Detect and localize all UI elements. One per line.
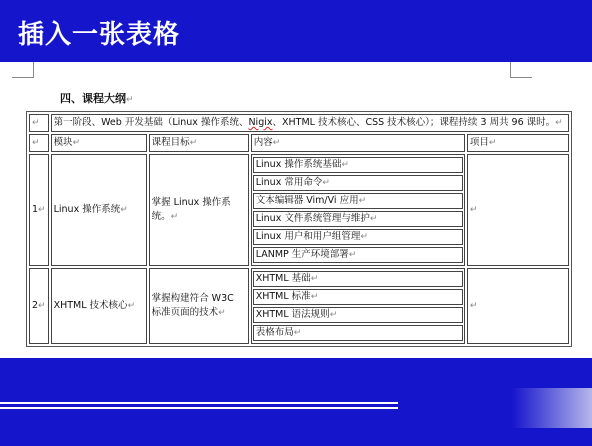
stage-text-prefix: 第一阶段、Web 开发基础（Linux 操作系统、 <box>53 117 249 128</box>
content-item-text: Linux 用户和用户组管理 <box>255 231 361 242</box>
header-project-text: 项目 <box>469 137 489 148</box>
bottom-bar <box>0 358 592 446</box>
stage-description <box>51 114 569 132</box>
content-item <box>253 289 463 305</box>
paragraph-mark: ↵ <box>310 292 319 302</box>
paragraph-mark: ↵ <box>272 138 281 148</box>
table-row <box>29 268 569 344</box>
content-item <box>253 247 463 263</box>
row-content <box>251 154 465 266</box>
paragraph-mark: ↵ <box>555 118 563 128</box>
content-item-text: Linux 文件系统管理与维护 <box>255 213 370 224</box>
decor-stripe <box>0 407 398 409</box>
decor-glow <box>512 388 592 428</box>
paragraph-mark: ↵ <box>360 232 368 242</box>
content-item-text: XHTML 标准 <box>255 291 311 302</box>
header-project <box>467 134 569 152</box>
title-bar <box>0 0 592 62</box>
table-row <box>29 154 569 266</box>
content-item <box>253 193 463 209</box>
header-module <box>51 134 147 152</box>
document-page <box>0 62 592 358</box>
row-goal-text: 掌握 Linux 操作系统。 <box>151 197 231 222</box>
row-project <box>467 268 569 344</box>
paragraph-mark: ↵ <box>170 212 179 222</box>
paragraph-mark: ↵ <box>348 250 357 260</box>
section-heading <box>60 90 134 106</box>
header-row <box>29 134 569 152</box>
content-item <box>253 211 463 227</box>
row-number <box>29 154 49 266</box>
paragraph-mark: ↵ <box>358 196 367 206</box>
paragraph-mark: ↵ <box>329 310 338 320</box>
row-number-text: 1 <box>32 204 39 215</box>
paragraph-mark: ↵ <box>293 328 302 338</box>
row-module-text: XHTML 技术核心 <box>53 300 128 311</box>
row-goal <box>149 268 249 344</box>
content-item <box>253 229 463 245</box>
paragraph-mark: ↵ <box>38 205 46 215</box>
stage-text-spellcheck-word: Nigix <box>248 117 273 128</box>
content-item <box>253 175 463 191</box>
content-item <box>253 325 463 341</box>
content-item <box>253 271 463 287</box>
paragraph-mark: ↵ <box>72 138 81 148</box>
content-item-text: Linux 常用命令 <box>255 177 323 188</box>
margin-corner-right <box>510 62 532 78</box>
stage-num-cell <box>29 114 49 132</box>
paragraph-mark: ↵ <box>369 214 378 224</box>
content-item-text: XHTML 语法规则 <box>255 309 330 320</box>
paragraph-mark: ↵ <box>38 301 46 311</box>
paragraph-mark: ↵ <box>32 118 40 128</box>
paragraph-mark: ↵ <box>322 178 330 188</box>
row-goal <box>149 154 249 266</box>
header-content-text: 内容 <box>253 137 273 148</box>
content-item-text: XHTML 基础 <box>255 273 311 284</box>
decor-stripe <box>0 402 398 404</box>
row-module-text: Linux 操作系统 <box>53 204 121 215</box>
header-goal <box>149 134 249 152</box>
content-item <box>253 307 463 323</box>
paragraph-mark: ↵ <box>189 138 198 148</box>
stage-text-suffix: 、XHTML 技术核心、CSS 技术核心）；课程持续 3 周共 96 课时。 <box>272 117 556 128</box>
row-number <box>29 268 49 344</box>
paragraph-mark: ↵ <box>469 205 478 215</box>
content-list <box>253 155 463 265</box>
content-list <box>253 269 463 343</box>
row-project <box>467 154 569 266</box>
paragraph-mark: ↵ <box>126 95 134 105</box>
paragraph-mark: ↵ <box>120 205 128 215</box>
slide-title: 插入一张表格 <box>18 20 181 50</box>
content-item-text: Linux 操作系统基础 <box>255 159 342 170</box>
paragraph-mark: ↵ <box>127 301 136 311</box>
syllabus-table <box>26 111 572 347</box>
margin-corner-left <box>12 62 34 78</box>
header-module-text: 模块 <box>53 137 73 148</box>
paragraph-mark: ↵ <box>310 274 319 284</box>
content-item-text: 表格布局 <box>255 327 294 338</box>
row-module <box>51 268 147 344</box>
section-heading-text: 四、课程大纲 <box>60 92 126 105</box>
row-number-text: 2 <box>32 300 39 311</box>
stage-row <box>29 114 569 132</box>
row-goal-text: 掌握构建符合 W3C 标准页面的技术 <box>151 293 234 318</box>
paragraph-mark: ↵ <box>341 160 349 170</box>
paragraph-mark: ↵ <box>469 301 478 311</box>
content-item-text: LANMP 生产环境部署 <box>255 249 349 260</box>
content-item-text: 文本编辑器 Vim/Vi 应用 <box>255 195 359 206</box>
row-module <box>51 154 147 266</box>
content-item <box>253 157 463 173</box>
paragraph-mark: ↵ <box>32 138 40 148</box>
header-content <box>251 134 465 152</box>
header-num-cell <box>29 134 49 152</box>
row-content <box>251 268 465 344</box>
paragraph-mark: ↵ <box>488 138 497 148</box>
header-goal-text: 课程目标 <box>151 137 190 148</box>
paragraph-mark: ↵ <box>218 308 226 318</box>
